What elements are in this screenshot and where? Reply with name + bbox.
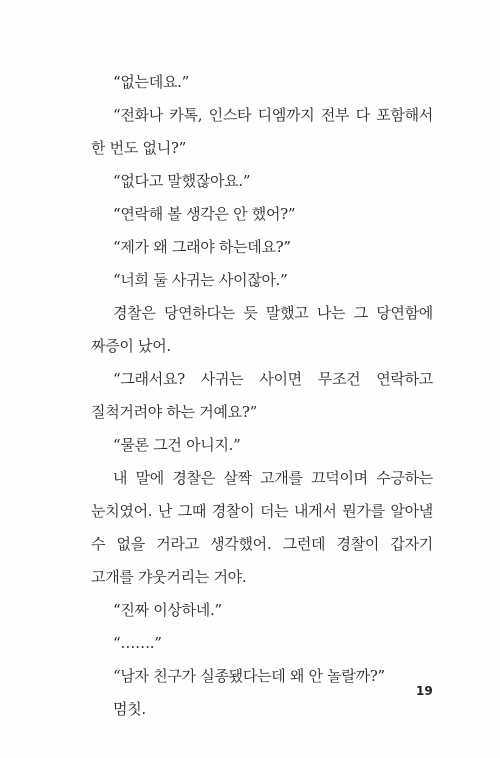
paragraph: “없다고 말했잖아요.” xyxy=(113,172,251,190)
paragraph: 경찰은 당연하다는 듯 말했고 나는 그 당연함에 짜증이 났어. xyxy=(91,304,433,355)
paragraph: “…….” xyxy=(113,634,162,652)
paragraph: 멈칫. xyxy=(113,700,146,718)
body-text xyxy=(91,66,433,726)
paragraph: “전화나 카톡, 인스타 디엠까지 전부 다 포함해서 한 번도 없니?” xyxy=(91,106,433,157)
paragraph: “없는데요.” xyxy=(113,73,189,91)
page-number: 19 xyxy=(416,684,433,698)
paragraph: 내 말에 경찰은 살짝 고개를 끄덕이며 수긍하는 눈치였어. 난 그때 경찰이 더는 내게서 뭔가를 알아낼 수 없을 거라고 생각했어. 그런데 경찰이 갑자기 고개를 갸웃거리는 거야. xyxy=(91,469,433,586)
paragraph: “그래서요? 사귀는 사이면 무조건 연락하고 질척거려야 하는 거예요?” xyxy=(91,370,433,421)
paragraph: “물론 그건 아니지.” xyxy=(113,436,241,454)
paragraph: “제가 왜 그래야 하는데요?” xyxy=(113,238,291,256)
paragraph: “너희 둘 사귀는 사이잖아.” xyxy=(113,271,288,289)
paragraph: “진짜 이상하네.” xyxy=(113,601,222,619)
paragraph: “연락해 볼 생각은 안 했어?” xyxy=(113,205,296,223)
paragraph: “남자 친구가 실종됐다는데 왜 안 놀랄까?” xyxy=(113,667,385,685)
